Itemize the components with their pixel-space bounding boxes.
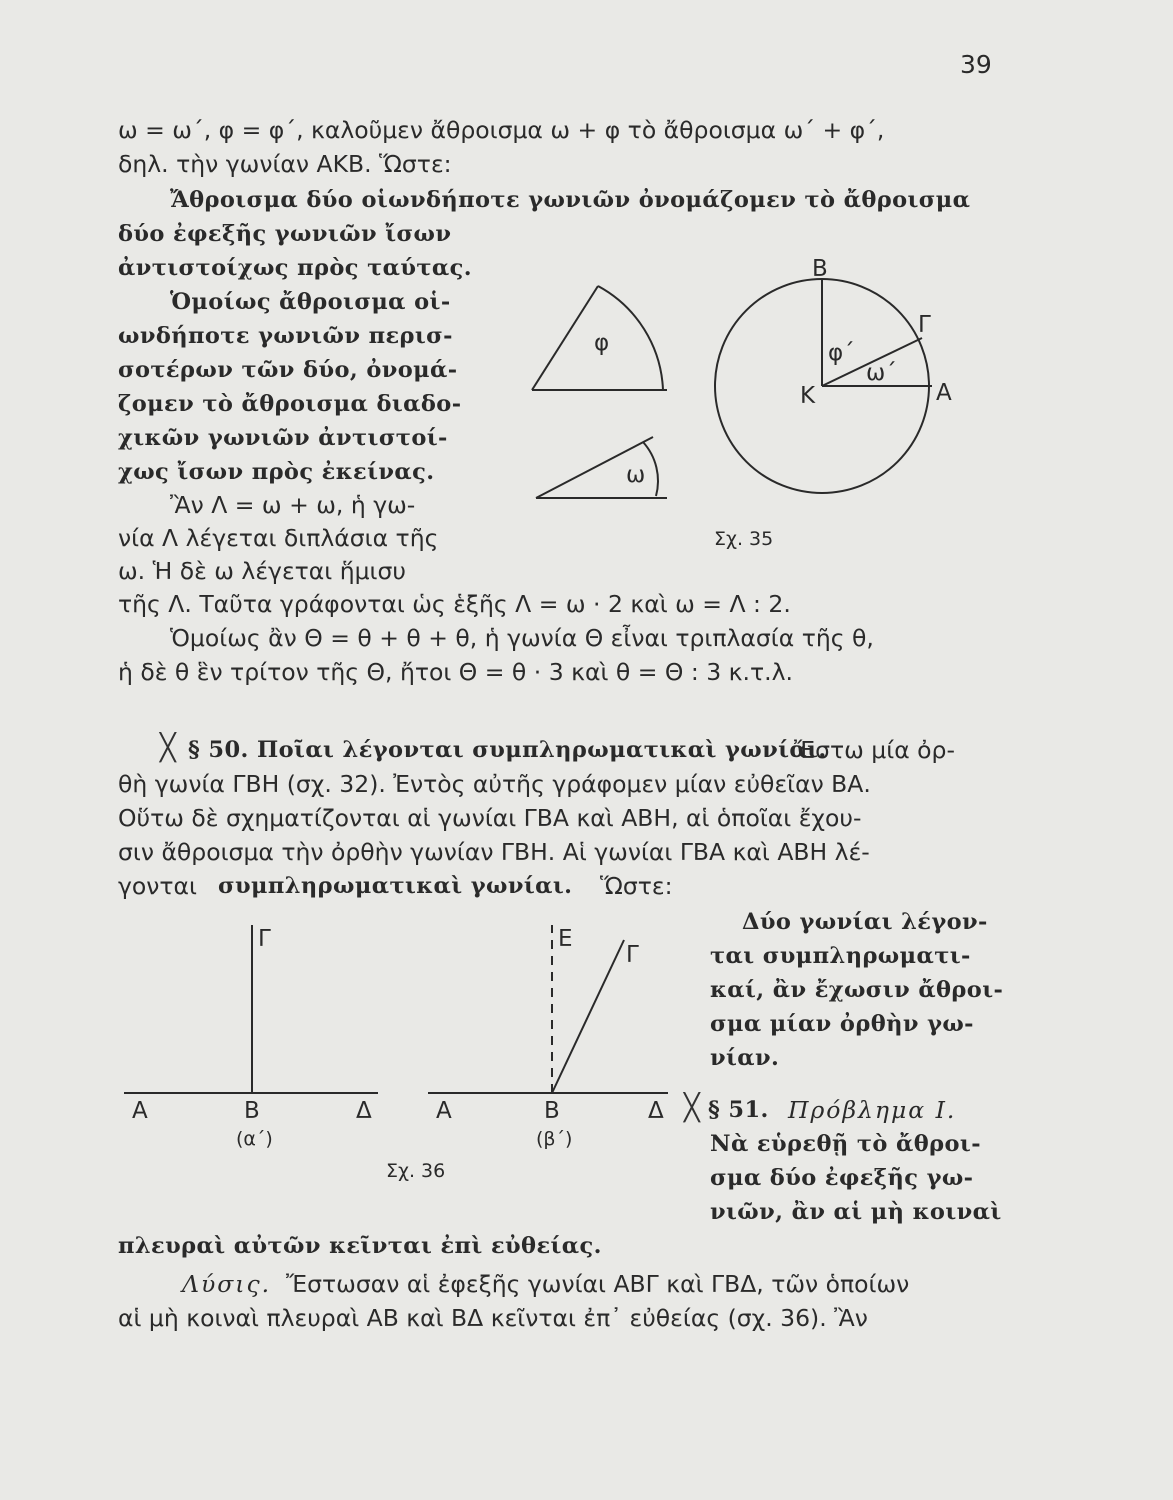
- section51-line2: Νὰ εὑρεθῇ τὸ ἄθροι-: [710, 1131, 981, 1157]
- section50-line5c: Ὥστε:: [600, 872, 673, 900]
- section50-line2: θὴ γωνία ΓΒΗ (σχ. 32). Ἐντὸς αὐτῆς γράφομεν μίαν εὐθεῖαν ΒΑ.: [118, 770, 871, 798]
- fig36b-label-g: Γ: [626, 942, 639, 968]
- section51-number: § 51.: [708, 1097, 769, 1123]
- fig36a-label-b: Β: [244, 1098, 260, 1124]
- section51-line3: σμα δύο ἐφεξῆς γω-: [710, 1165, 974, 1191]
- fig35-caption: Σχ. 35: [714, 528, 774, 550]
- def3-line3: καί, ἂν ἔχωσιν ἄθροι-: [710, 977, 1004, 1003]
- def1-line1: Ἄθροισμα δύο οἱωνδήποτε γωνιῶν ὀνομάζομεν τὸ ἄθροισμα: [170, 187, 971, 213]
- fig36b-ray-bg: [552, 940, 624, 1093]
- page-number: 39: [960, 50, 992, 79]
- def1-line3: ἀντιστοίχως πρὸς ταύτας.: [118, 255, 472, 281]
- fig35-omega-label: ω: [626, 462, 646, 488]
- def3-line5: νίαν.: [710, 1045, 780, 1071]
- def2-line2: ωνδήποτε γωνιῶν περισ-: [118, 323, 453, 349]
- para1-line1: ω = ω΄, φ = φ΄, καλοῦμεν ἄθροισμα ω + φ τὸ ἄθροισμα ω΄ + φ΄,: [118, 116, 885, 144]
- para2-line2: νία Λ λέγεται διπλάσια τῆς: [118, 524, 439, 552]
- fig36-caption: Σχ. 36: [386, 1160, 446, 1182]
- section50-line5a: γονται: [118, 872, 198, 900]
- section50-heading: § 50. Ποῖαι λέγονται συμπληρωματικαὶ γωνίαι.: [188, 737, 827, 763]
- fig36a-label-d: Δ: [356, 1098, 372, 1124]
- section50-margin-mark: ╳: [160, 733, 176, 763]
- fig36a-label-a: Α: [132, 1098, 148, 1124]
- solution-line1-rest: Ἔστωσαν αἱ ἐφεξῆς γωνίαι ΑΒΓ καὶ ΓΒΔ, τῶν ὁποίων: [286, 1270, 910, 1298]
- fig36b-label-d: Δ: [648, 1098, 664, 1124]
- solution-label: Λύσις.: [182, 1270, 272, 1298]
- fig35-omega-prime: ω΄: [866, 360, 897, 386]
- def3-line4: σμα μίαν ὀρθὴν γω-: [710, 1011, 974, 1037]
- def3-line1: Δύο γωνίαι λέγον-: [742, 909, 988, 935]
- fig35-label-g: Γ: [918, 312, 931, 338]
- fig36b-label-e: Ε: [558, 926, 573, 952]
- def1-line2: δύο ἐφεξῆς γωνιῶν ἴσων: [118, 221, 452, 247]
- solution-line2: αἱ μὴ κοιναὶ πλευραὶ ΑΒ καὶ ΒΔ κεῖνται ἐπ᾽ εὐθείας (σχ. 36). Ἂν: [118, 1304, 868, 1332]
- fig36b-sublabel: (β΄): [536, 1128, 573, 1150]
- fig35-label-k: Κ: [800, 383, 816, 409]
- para1-line2: δηλ. τὴν γωνίαν ΑΚΒ. Ὥστε:: [118, 150, 452, 178]
- para3-line1: Ὁμοίως ἂν Θ = θ + θ + θ, ἡ γωνία Θ εἶναι τριπλασία τῆς θ,: [170, 624, 874, 652]
- para2-line1: Ἂν Λ = ω + ω, ἡ γω-: [170, 491, 416, 519]
- section50-line4: σιν ἄθροισμα τὴν ὀρθὴν γωνίαν ΓΒΗ. Αἱ γωνίαι ΓΒΑ καὶ ΑΒΗ λέ-: [118, 838, 870, 866]
- def2-line6: χως ἴσων πρὸς ἐκείνας.: [118, 459, 435, 485]
- def3-line2: ται συμπληρωματι-: [710, 943, 971, 969]
- fig35-phi-label: φ: [594, 330, 610, 356]
- section50-line1-rest: Ἔστω μία ὀρ-: [794, 736, 955, 764]
- fig36a-label-g: Γ: [258, 926, 271, 952]
- def2-line5: χικῶν γωνιῶν ἀντιστοί-: [118, 425, 448, 451]
- section51-title: Πρόβλημα Ι.: [788, 1096, 957, 1124]
- def2-line1: Ὁμοίως ἄθροισμα οἱ-: [170, 289, 451, 315]
- fig35-label-a: Α: [936, 380, 952, 406]
- section51-margin-mark: ╳: [684, 1093, 700, 1123]
- fig35-phi-prime: φ΄: [828, 340, 855, 366]
- fig36a-sublabel: (α΄): [236, 1128, 273, 1150]
- para2-line3: ω. Ἡ δὲ ω λέγεται ἥμισυ: [118, 557, 406, 585]
- fig35-label-b: Β: [812, 256, 828, 282]
- def2-line3: σοτέρων τῶν δύο, ὀνομά-: [118, 357, 458, 383]
- para2-line4: τῆς Λ. Ταῦτα γράφονται ὡς ἑξῆς Λ = ω · 2 καὶ ω = Λ : 2.: [118, 590, 791, 618]
- section51-line4: νιῶν, ἂν αἱ μὴ κοιναὶ: [710, 1199, 1002, 1225]
- section50-term: συμπληρωματικαὶ γωνίαι.: [218, 873, 573, 899]
- para3-line2: ἡ δὲ θ ἓν τρίτον τῆς Θ, ἤτοι Θ = θ · 3 καὶ θ = Θ : 3 κ.τ.λ.: [118, 658, 793, 686]
- def2-line4: ζομεν τὸ ἄθροισμα διαδο-: [118, 391, 462, 417]
- section50-line3: Οὕτω δὲ σχηματίζονται αἱ γωνίαι ΓΒΑ καὶ ΑΒΗ, αἱ ὁποῖαι ἔχου-: [118, 804, 862, 832]
- fig36b-label-b: Β: [544, 1098, 560, 1124]
- fig36b-label-a: Α: [436, 1098, 452, 1124]
- section51-line5: πλευραὶ αὐτῶν κεῖνται ἐπὶ εὐθείας.: [118, 1233, 602, 1259]
